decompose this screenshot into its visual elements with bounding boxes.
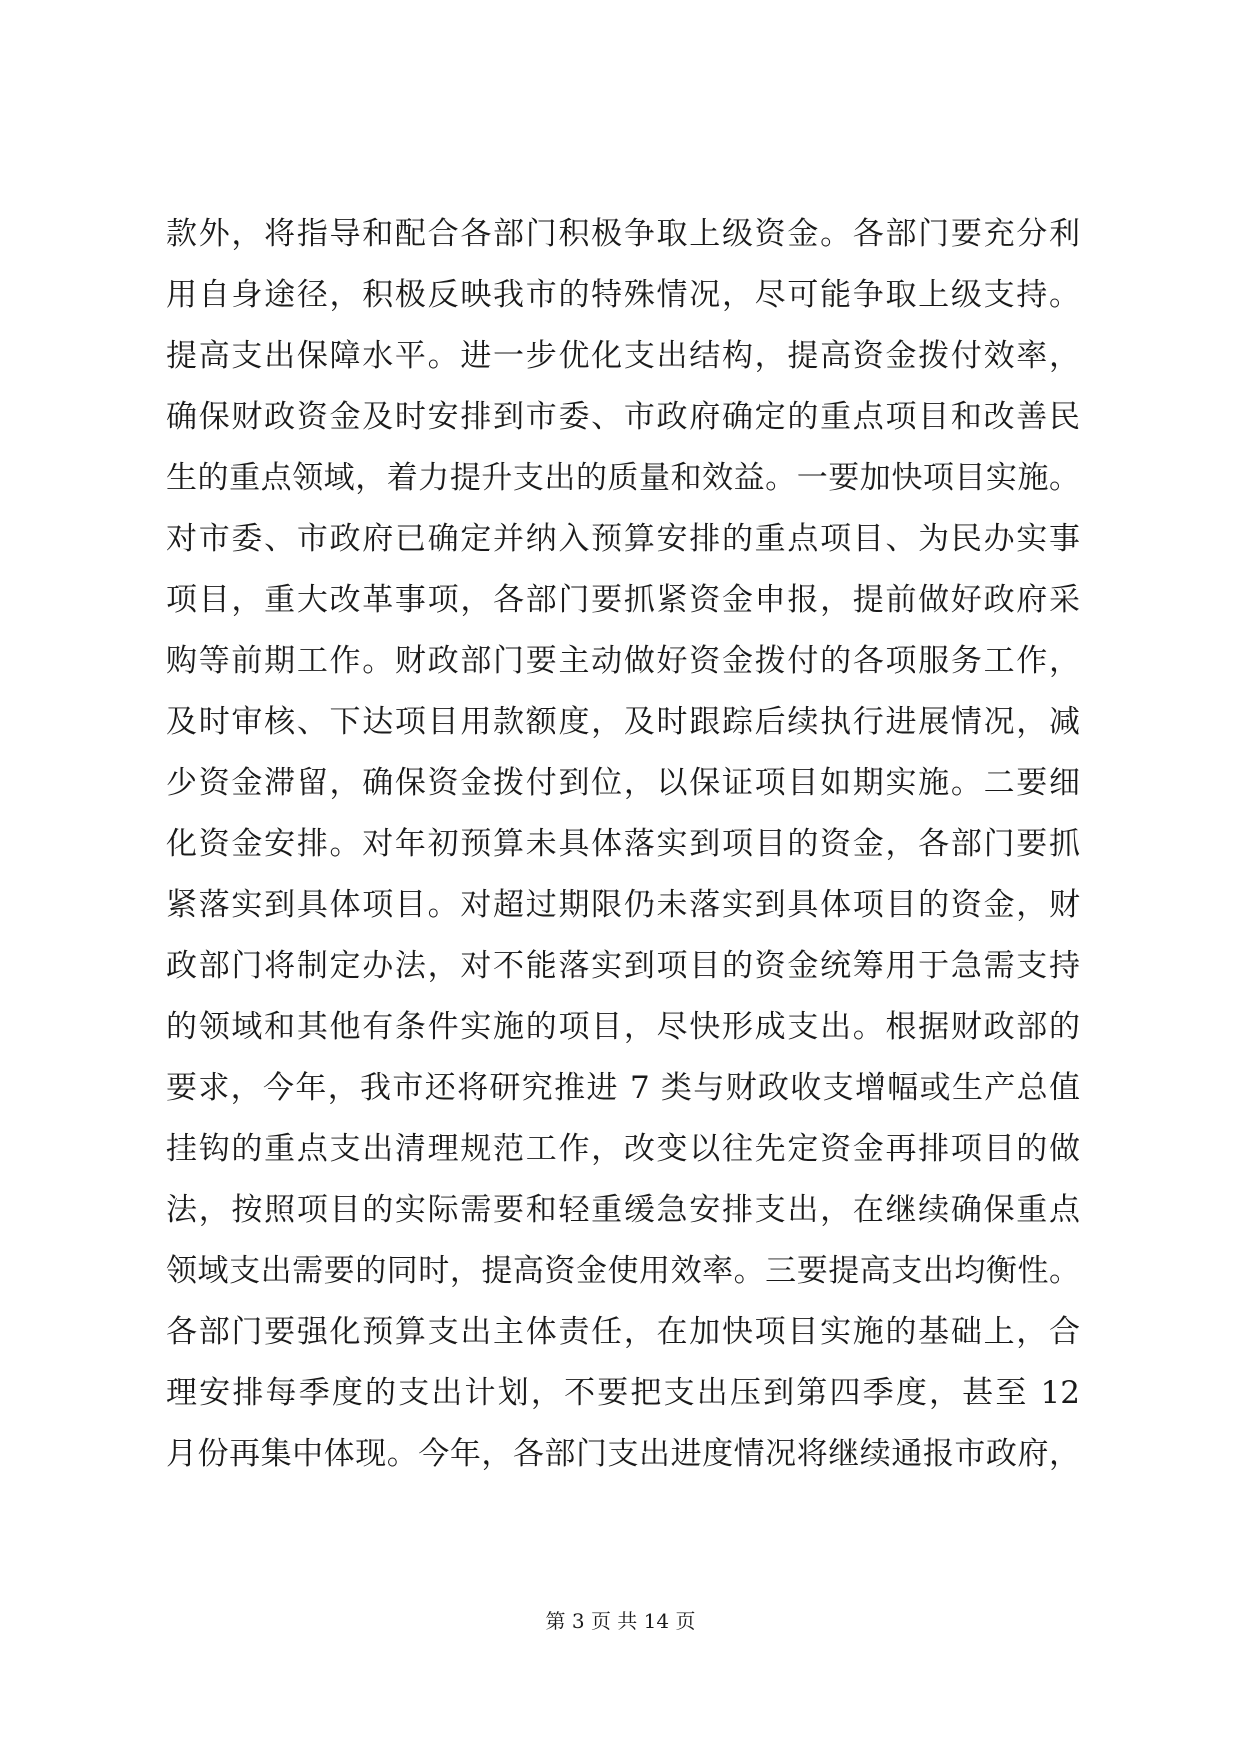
text-line: 挂钩的重点支出清理规范工作，改变以往先定资金再排项目的做 bbox=[166, 1131, 1080, 1167]
text-line: 少资金滞留，确保资金拨付到位，以保证项目如期实施。二要细 bbox=[166, 765, 1080, 801]
text-line: 政部门将制定办法，对不能落实到项目的资金统筹用于急需支持 bbox=[166, 948, 1080, 984]
text-line: 提高支出保障水平。进一步优化支出结构，提高资金拨付效率， bbox=[166, 338, 1080, 374]
text-line: 化资金安排。对年初预算未具体落实到项目的资金，各部门要抓 bbox=[166, 826, 1080, 862]
text-line: 月份再集中体现。今年，各部门支出进度情况将继续通报市政府， bbox=[166, 1436, 1080, 1472]
text-line: 项目，重大改革事项，各部门要抓紧资金申报，提前做好政府采 bbox=[166, 582, 1080, 618]
text-line: 法，按照项目的实际需要和轻重缓急安排支出，在继续确保重点 bbox=[166, 1192, 1080, 1228]
text-line: 领域支出需要的同时，提高资金使用效率。三要提高支出均衡性。 bbox=[166, 1253, 1080, 1289]
text-line: 要求，今年，我市还将研究推进 7 类与财政收支增幅或生产总值 bbox=[166, 1070, 1080, 1106]
text-line: 购等前期工作。财政部门要主动做好资金拨付的各项服务工作， bbox=[166, 643, 1080, 679]
text-line: 各部门要强化预算支出主体责任，在加快项目实施的基础上，合 bbox=[166, 1314, 1080, 1350]
page-number-footer: 第 3 页 共 14 页 bbox=[545, 1609, 696, 1633]
text-line: 生的重点领域，着力提升支出的质量和效益。一要加快项目实施。 bbox=[166, 460, 1080, 496]
text-line: 紧落实到具体项目。对超过期限仍未落实到具体项目的资金，财 bbox=[166, 887, 1080, 923]
text-line: 对市委、市政府已确定并纳入预算安排的重点项目、为民办实事 bbox=[166, 521, 1080, 557]
text-line: 的领域和其他有条件实施的项目，尽快形成支出。根据财政部的 bbox=[166, 1009, 1080, 1045]
text-line: 及时审核、下达项目用款额度，及时跟踪后续执行进展情况，减 bbox=[166, 704, 1080, 740]
text-line: 款外，将指导和配合各部门积极争取上级资金。各部门要充分利 bbox=[166, 216, 1080, 252]
body-text bbox=[166, 204, 1080, 1485]
text-line: 确保财政资金及时安排到市委、市政府确定的重点项目和改善民 bbox=[166, 399, 1080, 435]
text-line: 理安排每季度的支出计划，不要把支出压到第四季度，甚至 12 bbox=[166, 1375, 1080, 1411]
text-line: 用自身途径，积极反映我市的特殊情况，尽可能争取上级支持。 bbox=[166, 277, 1080, 313]
